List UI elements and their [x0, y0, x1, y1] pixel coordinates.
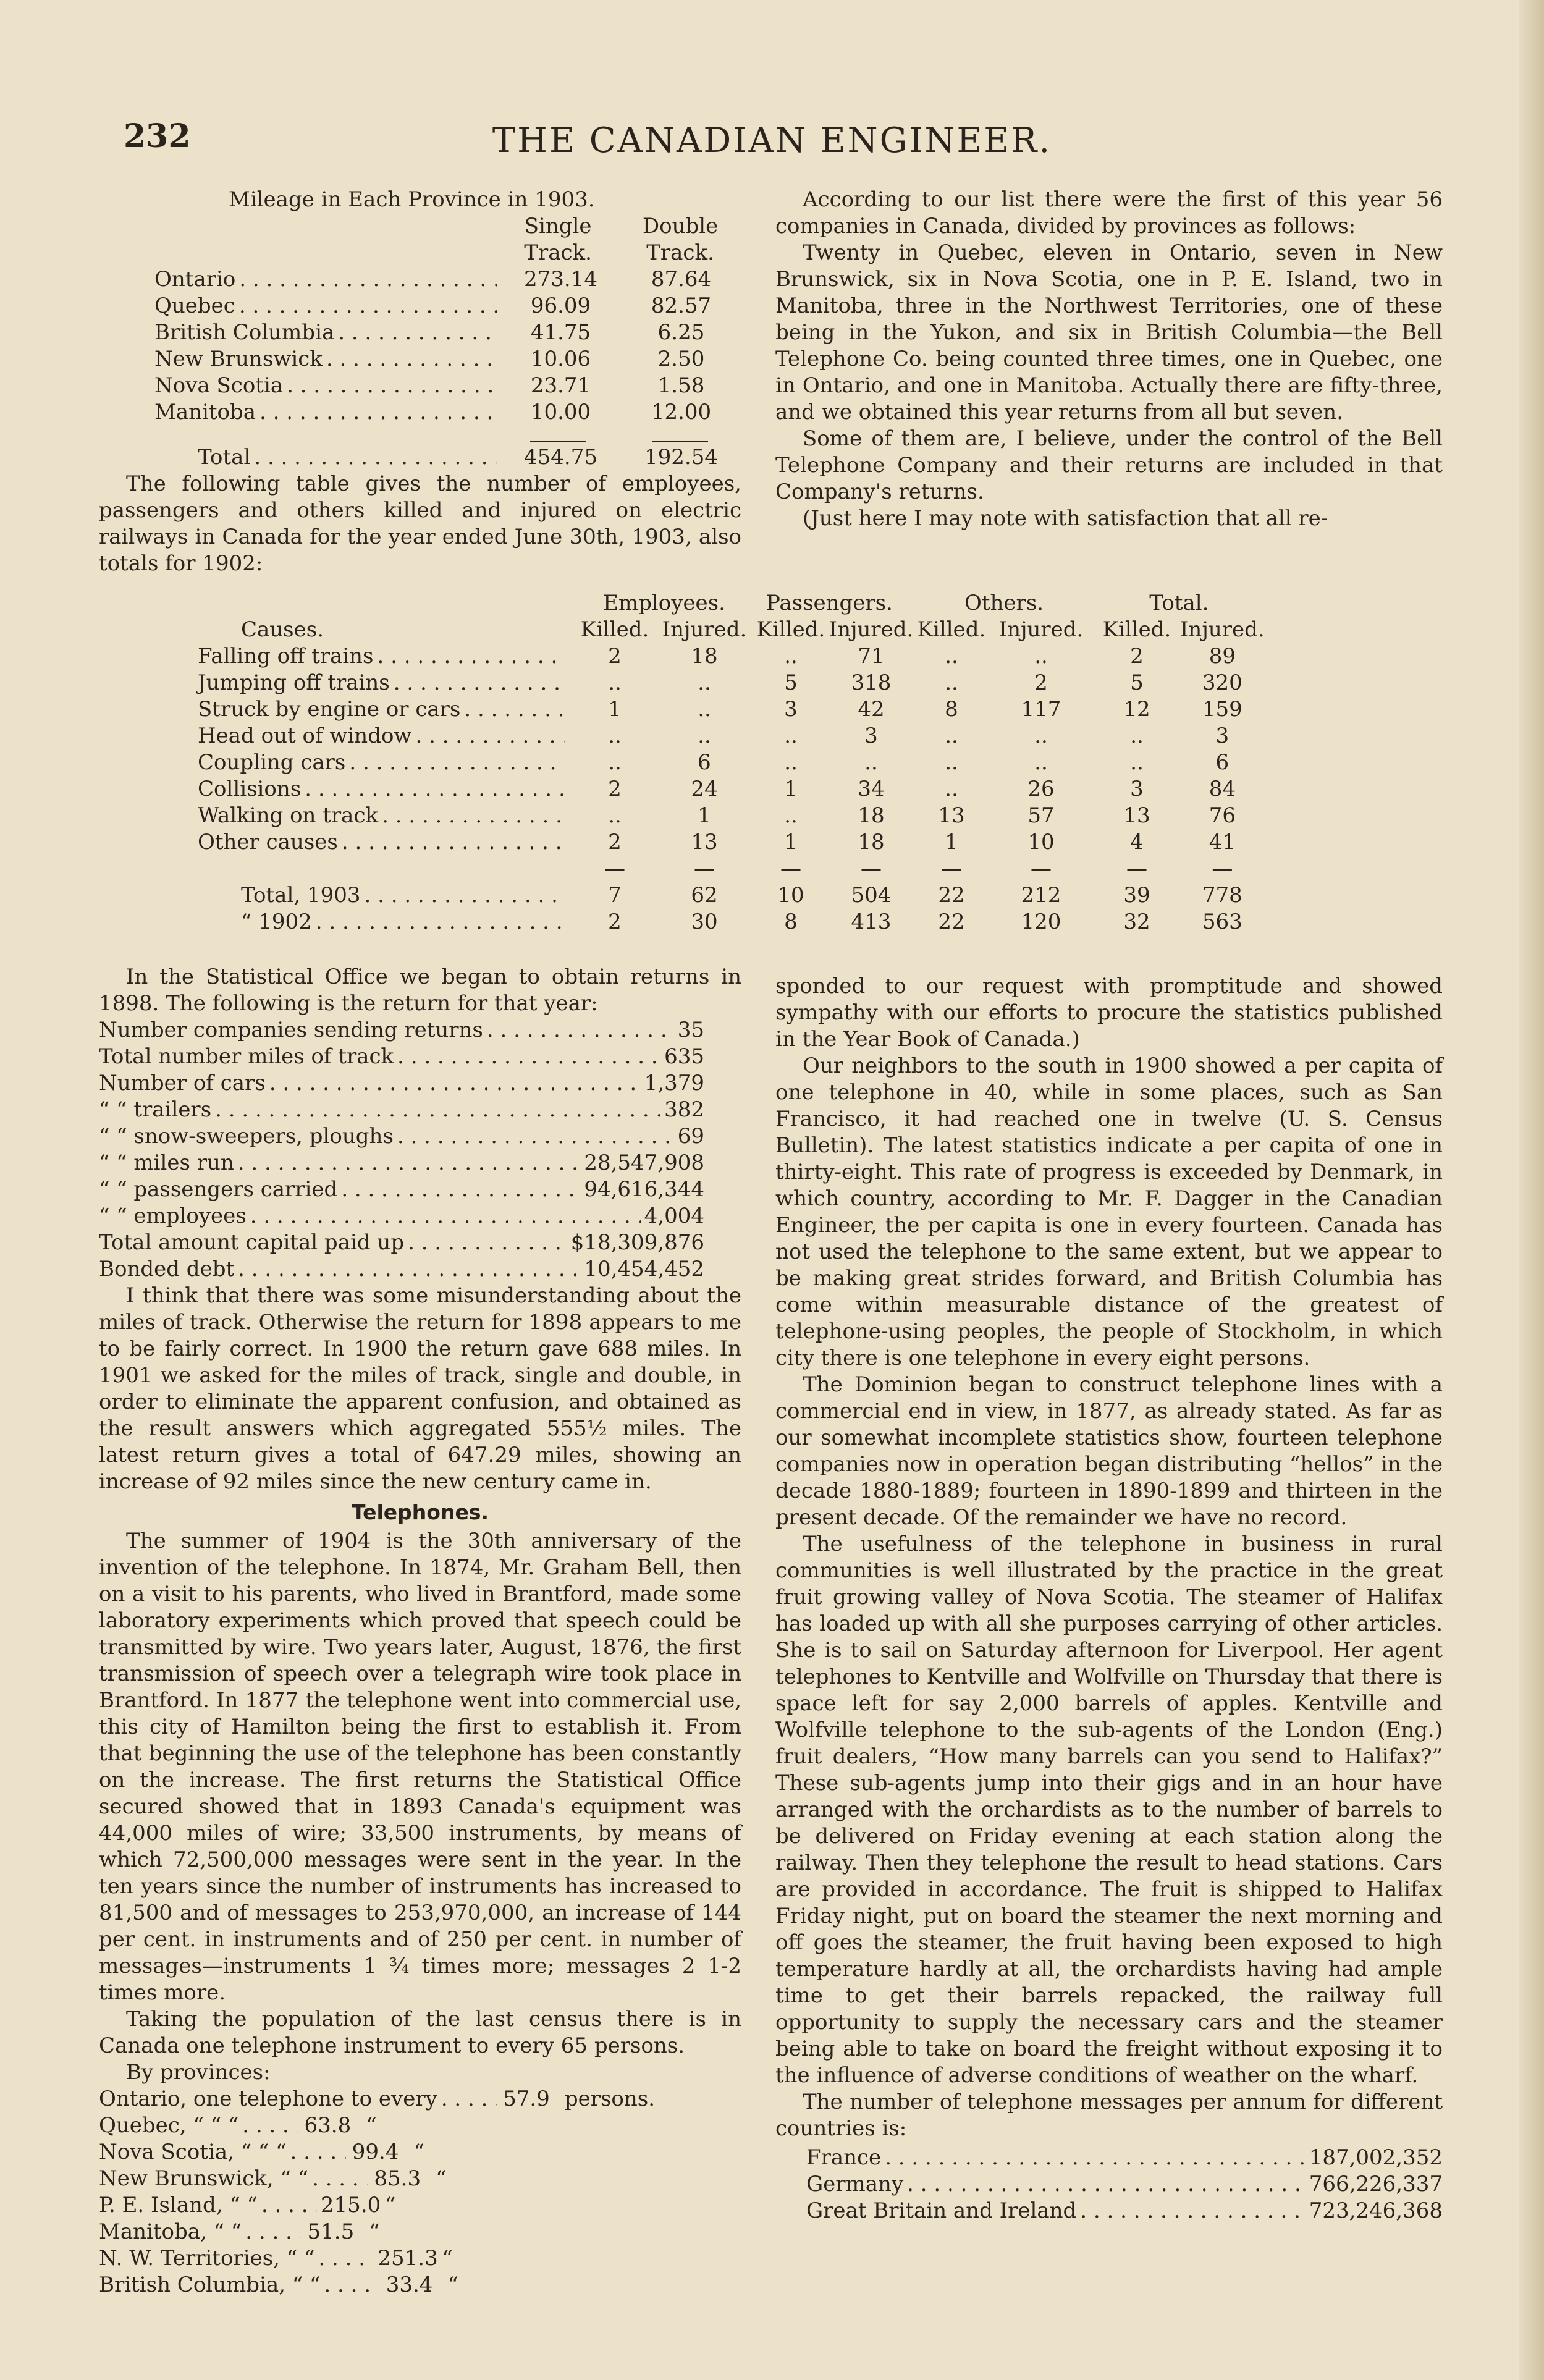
province-value: 57.9	[503, 2087, 550, 2111]
employees-injured: 24	[691, 777, 718, 801]
cause-row	[99, 803, 748, 829]
cause-row	[99, 643, 748, 670]
running-header	[0, 117, 1544, 173]
mileage-row	[154, 399, 741, 426]
total-single: 454.75	[524, 445, 597, 470]
mileage-province	[154, 373, 500, 399]
employees-table	[99, 590, 748, 935]
others-killed: ..	[945, 670, 958, 695]
stats-label: Number of cars	[99, 1071, 266, 1095]
total-injured: 89	[1209, 644, 1236, 669]
total-killed: ..	[1130, 750, 1144, 775]
passengers-injured: 18	[858, 830, 885, 855]
killed-head: Killed.	[1102, 617, 1171, 642]
province-label: P. E. Island, “ “	[99, 2193, 258, 2218]
stats-row	[99, 1176, 704, 1203]
stats-label: “ “ passengers carried	[99, 1177, 338, 1202]
employees-killed: 7	[608, 883, 622, 908]
province-name: Manitoba	[154, 400, 256, 424]
others-killed: ..	[945, 750, 958, 775]
cause-label: Falling off trains	[198, 644, 374, 669]
stats-label: Bonded debt	[99, 1257, 235, 1281]
left-column-lower	[99, 964, 741, 2298]
stats-label: “ “ miles run	[99, 1150, 234, 1175]
province-label: Nova Scotia, “ “ “	[99, 2140, 287, 2164]
paragraph: The summer of 1904 is the 30th anniversary of the invention of the telephone. In 1874, Mr. Graham Bell, then on a visit to his parents, who lived in Brantford, made some laboratory experiments which proved that speech could be transmitted by wire. Two years later, August, 1876, the first transmission of speech over a telegraph wire took place in Brantford. In 1877 the telephone went into commercial use, this city of Hamilton being the first to establish it. From that beginning the use of the telephone has been constantly on the increase. The first returns the Statistical Office secured showed that in 1893 Canada's equipment was 44,000 miles of wire; 33,500 instruments, by means of which 72,500,000 messages were sent in the year. In the ten years since the number of instruments has increased to 81,500 and of messages to 253,970,000, an increase of 144 per cent. in instruments and of 250 per cent. in number of messages—instruments 1 ¾ times more; messages 2 1-2 times more.	[99, 1529, 741, 2005]
province-label: Quebec, “ “ “	[99, 2113, 239, 2138]
others-head: Others.	[964, 591, 1044, 615]
double-track: 6.25	[657, 320, 705, 345]
passengers-injured: 18	[858, 803, 885, 828]
employees-injured: ..	[698, 697, 711, 722]
employees-killed: 2	[608, 777, 622, 801]
cause-label: Collisions	[198, 777, 302, 801]
employees-injured: 30	[691, 909, 718, 934]
injured-head: Injured.	[1180, 617, 1265, 642]
others-killed: ..	[945, 777, 958, 801]
provinces-list	[99, 2086, 741, 2298]
paragraph: According to our list there were the first of this year 56 companies in Canada, divided by provinces as follows:	[775, 187, 1443, 238]
province-row	[99, 2139, 655, 2166]
others-injured: 57	[1027, 803, 1055, 828]
others-injured: 117	[1021, 697, 1061, 722]
employees-killed: 2	[608, 644, 622, 669]
telephone-paragraphs	[99, 1528, 741, 2059]
total-killed: 32	[1123, 909, 1150, 934]
employees-injured: 6	[698, 750, 711, 775]
province-value: 33.4	[386, 2272, 433, 2297]
province-name: Quebec	[154, 293, 235, 318]
total-killed: ..	[1130, 724, 1144, 748]
messages-list	[775, 2145, 1443, 2224]
total-label: Total, 1903	[241, 883, 361, 908]
province-name: British Columbia	[154, 320, 335, 345]
stats-row	[99, 1256, 704, 1283]
passengers-killed: 5	[784, 670, 798, 695]
message-row	[806, 2198, 1443, 2224]
col-head: Track.	[646, 240, 714, 265]
double-track: 1.58	[657, 373, 705, 398]
others-killed: ..	[945, 724, 958, 748]
province-row	[99, 2245, 655, 2272]
paragraph: The number of telephone messages per annum for different countries is:	[775, 2090, 1443, 2141]
stats-value: 1,379	[644, 1071, 704, 1095]
cause-row	[99, 749, 748, 776]
cause-row	[99, 696, 748, 723]
paragraph: The Dominion began to construct telephone lines with a commercial end in view, in 1877, as already stated. As far as our somewhat incomplete statistics show, fourteen telephone companies now in operation began distributing “hellos” in the decade 1880-1889; fourteen in 1890-1899 and thirteen in the present decade. Of the remainder we have no record.	[775, 1372, 1443, 1530]
passengers-killed: 3	[784, 697, 798, 722]
stats-row	[99, 1044, 704, 1070]
stats-row	[99, 1070, 704, 1097]
passengers-injured: 42	[858, 697, 885, 722]
province-value: 51.5	[307, 2219, 355, 2244]
stats-label: Total number miles of track	[99, 1044, 394, 1069]
mileage-row	[154, 266, 741, 293]
stats-row	[99, 1150, 704, 1176]
mileage-total-row	[154, 444, 741, 471]
page-edge	[1519, 0, 1544, 2380]
stats-value: 635	[664, 1044, 704, 1069]
stats-list	[99, 1017, 704, 1283]
double-track: 82.57	[651, 293, 712, 318]
mileage-table	[154, 187, 741, 471]
injured-head: Injured.	[662, 617, 747, 642]
col-head: Track.	[524, 240, 592, 265]
paragraph: (Just here I may note with satisfaction that all re-	[803, 506, 1328, 531]
province-name: Ontario	[154, 267, 236, 292]
province-row	[99, 2219, 655, 2245]
cause-label: Other causes	[198, 830, 338, 855]
mileage-rows	[154, 266, 741, 426]
passengers-killed: 10	[777, 883, 804, 908]
employees-injured: ..	[698, 670, 711, 695]
province-name: New Brunswick	[154, 347, 323, 371]
cause-label: Coupling cars	[198, 750, 346, 775]
double-track: 2.50	[657, 347, 705, 371]
cause-label: Struck by engine or cars	[198, 697, 461, 722]
province-label: Manitoba, “ “	[99, 2219, 242, 2244]
single-track: 96.09	[530, 293, 591, 318]
employees-killed: 2	[608, 830, 622, 855]
right-column-top	[775, 187, 1443, 532]
stats-value: 28,547,908	[584, 1150, 704, 1175]
provinces-intro: By provinces:	[126, 2060, 271, 2085]
province-value: 63.8	[304, 2113, 352, 2138]
cause-row	[99, 670, 748, 696]
cause-label: Jumping off trains	[198, 670, 390, 695]
dash: —	[1031, 856, 1052, 881]
message-row	[806, 2145, 1443, 2171]
passengers-injured: 318	[851, 670, 892, 695]
left-column	[99, 187, 741, 577]
stats-row	[99, 1017, 704, 1044]
total-head: Total.	[1149, 591, 1209, 615]
others-table	[754, 590, 1265, 935]
cause-row-values	[754, 829, 1265, 856]
province-value: 85.3	[374, 2166, 421, 2191]
total-label: “ 1902	[241, 909, 312, 934]
single-track: 10.00	[530, 400, 591, 424]
others-killed: 8	[945, 697, 958, 722]
injured-head: Injured.	[829, 617, 914, 642]
injured-head: Injured.	[998, 617, 1084, 642]
stats-value: 94,616,344	[584, 1177, 704, 1202]
message-row	[806, 2171, 1443, 2198]
cause-row-values	[754, 696, 1265, 723]
passengers-injured: ..	[864, 750, 878, 775]
province-row	[99, 2192, 655, 2219]
paragraph: I think that there was some misunderstanding about the miles of track. Otherwise the return for 1898 appears to me to be fairly correct. In 1900 the return gave 688 miles. In 1901 we asked for the miles of track, single and double, in order to eliminate the apparent confusion, and obtained as the result answers which aggregated 555½ miles. The latest return gives a total of 647.29 miles, showing an increase of 92 miles since the new century came in.	[99, 1283, 741, 1494]
total-label: Total	[198, 445, 251, 470]
passengers-injured: 413	[851, 909, 892, 934]
province-row	[99, 2112, 655, 2139]
cause-label: Walking on track	[198, 803, 379, 828]
col-head: Double	[642, 214, 719, 238]
cause-row-values	[754, 749, 1265, 776]
mileage-col-heads	[154, 213, 741, 266]
stats-value: 10,454,452	[584, 1257, 704, 1281]
passengers-killed: 8	[784, 909, 798, 934]
others-injured: 26	[1027, 777, 1055, 801]
employees-injured: ..	[698, 724, 711, 748]
passengers-killed: 1	[784, 830, 798, 855]
single-track: 41.75	[530, 320, 591, 345]
province-label: New Brunswick, “ “	[99, 2166, 309, 2191]
passengers-injured: 504	[851, 883, 892, 908]
paragraph: The usefulness of the telephone in business in rural communities is well illustrated by the practice in the great fruit growing valley of Nova Scotia. The steamer of Halifax has loaded up with all she purposes carrying of other articles. She is to sail on Saturday afternoon for Liverpool. Her agent telephones to Kentville and Wolfville on Thursday that there is space left for say 2,000 barrels of apples. Kentville and Wolfville telephone to the sub-agents of the London (Eng.) fruit dealers, “How many barrels can you send to Halifax?” These sub-agents jump into their gigs and in an hour have arranged with the orchardists as to the number of barrels to be delivered on Friday evening at each station along the railway. Then they telephone the result to head stations. Cars are provided in accordance. The fruit is shipped to Halifax Friday night, put on board the steamer the next morning and off goes the steamer, the fruit having been exposed to high temperature hardly at all, the orchardists having had ample time to get their barrels repacked, the railway full opportunity to supply the necessary cars and the steamer being able to take on board the freight without exposing it to the influence of adverse conditions of weather on the wharf.	[775, 1532, 1443, 2088]
country-name: Germany	[806, 2172, 904, 2196]
passengers-killed: ..	[784, 724, 798, 748]
total-killed: 12	[1123, 697, 1150, 722]
employees-killed: ..	[608, 803, 622, 828]
province-name: Nova Scotia	[154, 373, 284, 398]
mileage-row	[154, 319, 741, 346]
employees-killed: ..	[608, 670, 622, 695]
province-label: Ontario, one telephone to every	[99, 2087, 437, 2111]
mileage-province	[154, 266, 500, 293]
passengers-killed: ..	[784, 803, 798, 828]
employees-killed: 1	[608, 697, 622, 722]
stats-row	[99, 1123, 704, 1150]
others-injured: ..	[1034, 724, 1048, 748]
intro-paragraph: The following table gives the number of employees, passengers and others killed and injured on electric railways in Canada for the year ended June 30th, 1903, also totals for 1902:	[99, 471, 741, 576]
province-unit: “	[366, 2113, 377, 2138]
cause-row-values	[754, 776, 1265, 803]
paragraph: Twenty in Quebec, eleven in Ontario, seven in New Brunswick, six in Nova Scotia, one in P. E. Island, two in Manitoba, three in the Northwest Territories, one of these being in the Yukon, and six in British Columbia—the Bell Telephone Co. being counted three times, one in Quebec, one in Ontario, and one in Manitoba. Actually there are fifty-three, and we obtained this year returns from all but seven.	[775, 240, 1443, 424]
dash: —	[941, 856, 962, 881]
journal-title: THE CANADIAN ENGINEER.	[492, 120, 1052, 161]
stats-row	[99, 1203, 704, 1230]
employees-injured: 13	[691, 830, 718, 855]
province-unit: “	[442, 2246, 453, 2271]
stats-value: 382	[664, 1097, 704, 1122]
double-track: 87.64	[651, 267, 712, 292]
employees-injured: 18	[691, 644, 718, 669]
country-name: France	[806, 2145, 882, 2170]
others-killed: 22	[938, 909, 965, 934]
others-injured: 120	[1021, 909, 1061, 934]
mileage-province	[154, 319, 500, 346]
double-track: 12.00	[651, 400, 712, 424]
paragraph: Our neighbors to the south in 1900 showed a per capita of one telephone in 40, while in some places, such as San Francisco, it had reached one in twelve (U. S. Census Bulletin). The latest statistics indicate a per capita of one in thirty-eight. This rate of progress is exceeded by Denmark, in which country, according to Mr. F. Dagger in the Canadian Engineer, the per capita is one in every fourteen. Canada has not used the telephone to the same extent, but we appear to be making great strides forward, and British Columbia has come within measurable distance of the greatest of telephone-using peoples, the people of Stockholm, in which city there is one telephone in every eight persons.	[775, 1053, 1443, 1370]
total-injured: 6	[1215, 750, 1230, 775]
province-label: British Columbia, “ “	[99, 2272, 321, 2297]
causes-head: Causes.	[241, 617, 324, 642]
total-killed: 13	[1123, 803, 1150, 828]
dash: —	[694, 856, 715, 881]
total-row	[99, 882, 748, 909]
total-killed: 2	[1130, 644, 1144, 669]
province-unit: “	[447, 2272, 458, 2297]
stats-value: 69	[677, 1124, 704, 1149]
left-paragraphs	[99, 1283, 741, 1495]
passengers-injured: 34	[858, 777, 885, 801]
total-killed: 4	[1130, 830, 1144, 855]
paragraph: Some of them are, I believe, under the control of the Bell Telephone Company and their returns are included in that Company's returns.	[775, 426, 1443, 504]
others-injured: ..	[1034, 644, 1048, 669]
message-count: 766,226,337	[1309, 2172, 1443, 2196]
others-killed: 22	[938, 883, 965, 908]
cause-row-values	[754, 803, 1265, 829]
dash: —	[780, 856, 801, 881]
total-injured: 41	[1209, 830, 1236, 855]
others-injured: 10	[1027, 830, 1055, 855]
others-injured: 2	[1034, 670, 1048, 695]
stats-label: “ “ trailers	[99, 1097, 212, 1122]
total-injured: 84	[1209, 777, 1236, 801]
total-injured: 76	[1209, 803, 1236, 828]
killed-head: Killed.	[756, 617, 825, 642]
stats-value: 35	[677, 1018, 704, 1042]
paragraph: sponded to our request with promptitude and showed sympathy with our efforts to procure the statistics published in the Year Book of Canada.)	[775, 974, 1443, 1052]
others-killed: 13	[938, 803, 965, 828]
stats-paragraph: In the Statistical Office we began to obtain returns in 1898. The following is the return for that year:	[99, 964, 741, 1016]
mileage-province	[154, 346, 500, 373]
others-injured: 212	[1021, 883, 1061, 908]
total-killed: 5	[1130, 670, 1144, 695]
employees-head: Employees.	[603, 591, 725, 615]
dash: —	[861, 856, 882, 881]
mileage-row	[154, 373, 741, 399]
province-value: 251.3	[378, 2246, 438, 2271]
cause-row	[99, 723, 748, 749]
employees-killed: ..	[608, 724, 622, 748]
province-unit: “	[384, 2193, 396, 2218]
passengers-head: Passengers.	[766, 591, 893, 615]
passengers-killed: ..	[784, 644, 798, 669]
country-name: Great Britain and Ireland	[806, 2198, 1077, 2223]
dash: —	[604, 856, 625, 881]
province-value: 215.0	[320, 2193, 381, 2218]
stats-label: Number companies sending returns	[99, 1018, 483, 1042]
total-row	[99, 909, 748, 935]
total-injured: 3	[1215, 724, 1230, 748]
single-track: 10.06	[530, 347, 591, 371]
total-injured: 320	[1202, 670, 1242, 695]
mileage-row	[154, 293, 741, 319]
others-killed: ..	[945, 644, 958, 669]
others-killed: 1	[945, 830, 958, 855]
others-injured: ..	[1034, 750, 1048, 775]
stats-value: $18,309,876	[570, 1230, 704, 1255]
stats-row	[99, 1097, 704, 1123]
total-double: 192.54	[644, 445, 718, 470]
province-unit: “	[413, 2140, 424, 2164]
message-count: 187,002,352	[1309, 2145, 1443, 2170]
stats-label: “ “ employees	[99, 1204, 247, 1228]
province-value: 99.4	[352, 2140, 399, 2164]
stats-row	[99, 1230, 704, 1256]
total-row-values	[754, 909, 1265, 935]
dash: —	[1126, 856, 1147, 881]
killed-head: Killed.	[580, 617, 649, 642]
total-killed: 3	[1130, 777, 1144, 801]
paragraph: Taking the population of the last census there is in Canada one telephone instrument to every 65 persons.	[99, 2007, 741, 2058]
cause-row-values	[754, 723, 1265, 749]
province-row	[99, 2086, 655, 2112]
mileage-row	[154, 346, 741, 373]
total-injured: 159	[1202, 697, 1242, 722]
mileage-title: Mileage in Each Province in 1903.	[229, 187, 595, 212]
cause-row-values	[754, 643, 1265, 670]
page-number: 232	[124, 117, 191, 155]
province-unit: “	[436, 2166, 447, 2191]
cause-row	[99, 776, 748, 803]
single-track: 273.14	[524, 267, 597, 292]
col-head: Single	[524, 214, 592, 238]
mileage-province	[154, 399, 500, 426]
total-injured: 563	[1202, 909, 1242, 934]
province-row	[99, 2272, 655, 2298]
province-unit: persons.	[564, 2087, 656, 2111]
stats-label: “ “ snow-sweepers, ploughs	[99, 1124, 394, 1149]
cause-row	[99, 829, 748, 856]
right-column-lower	[775, 973, 1443, 2224]
stats-label: Total amount capital paid up	[99, 1230, 405, 1255]
mileage-province	[154, 293, 500, 319]
single-track: 23.71	[530, 373, 591, 398]
total-injured: 778	[1202, 883, 1242, 908]
message-count: 723,246,368	[1309, 2198, 1443, 2223]
mileage-rule	[154, 428, 741, 442]
employees-killed: 2	[608, 909, 622, 934]
passengers-injured: 3	[864, 724, 878, 748]
cause-row-values	[754, 670, 1265, 696]
passengers-injured: 71	[858, 644, 885, 669]
employees-injured: 1	[698, 803, 711, 828]
total-killed: 39	[1123, 883, 1150, 908]
province-unit: “	[369, 2219, 380, 2244]
employees-injured: 62	[691, 883, 718, 908]
province-row	[99, 2166, 655, 2192]
dash: —	[1212, 856, 1233, 881]
telephones-heading: Telephones.	[351, 1500, 489, 1524]
employees-killed: ..	[608, 750, 622, 775]
stats-value: 4,004	[644, 1204, 704, 1228]
province-label: N. W. Territories, “ “	[99, 2246, 315, 2271]
passengers-killed: 1	[784, 777, 798, 801]
cause-label: Head out of window	[198, 724, 412, 748]
killed-head: Killed.	[917, 617, 986, 642]
total-row-values	[754, 882, 1265, 909]
passengers-killed: ..	[784, 750, 798, 775]
